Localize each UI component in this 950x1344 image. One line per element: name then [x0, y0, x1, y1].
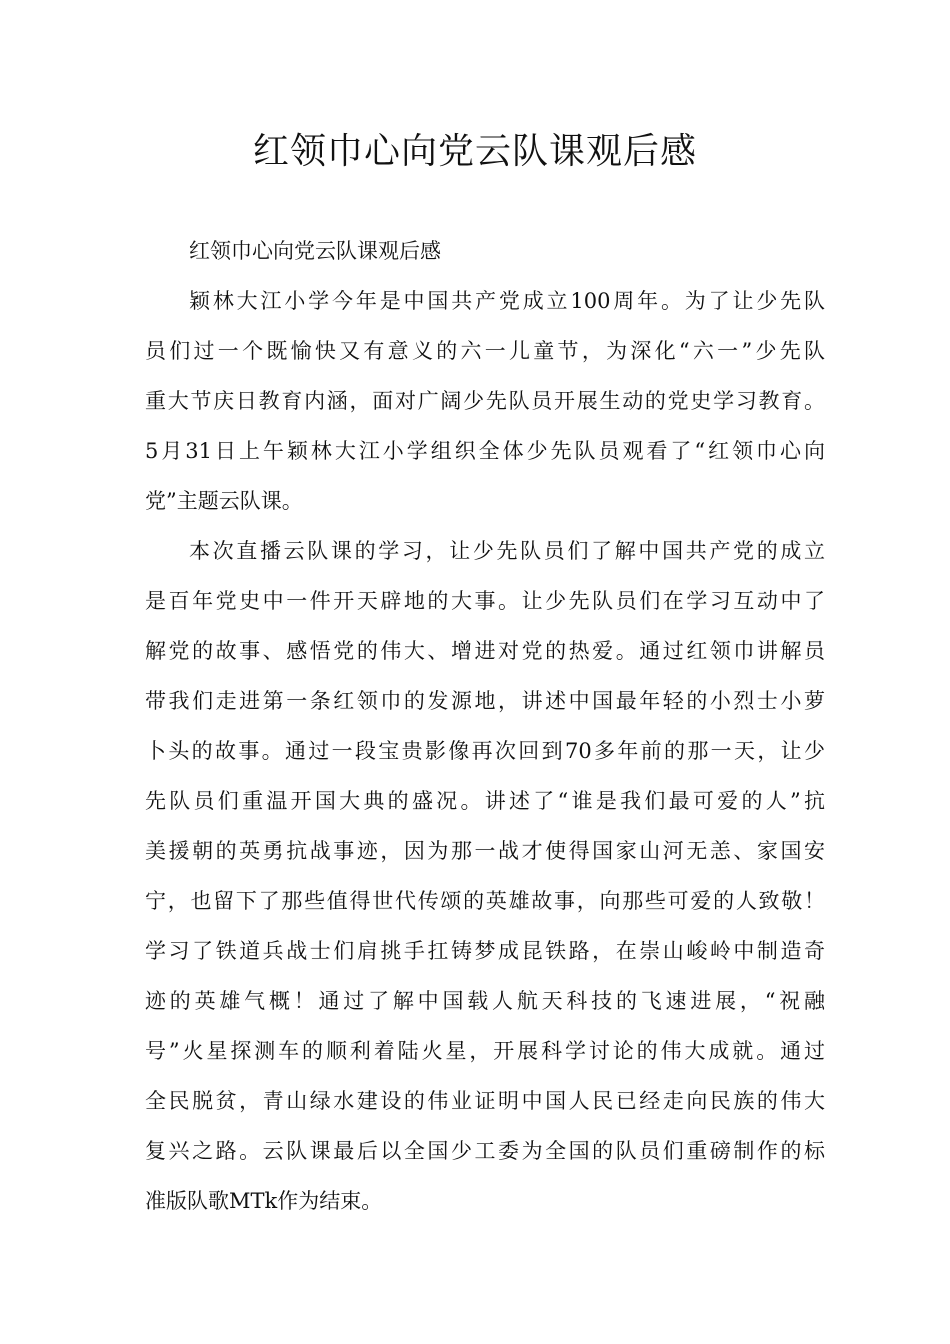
paragraph-line: 颖林大江小学今年是中国共产党成立100周年。为了让少先队 [189, 289, 825, 313]
paragraph-line: 解党的故事、感悟党的伟大、增进对党的热爱。通过红领巾讲解员 [145, 639, 825, 663]
paragraph-line: 本次直播云队课的学习，让少先队员们了解中国共产党的成立 [189, 539, 825, 563]
paragraph-line: 号”火星探测车的顺利着陆火星，开展科学讨论的伟大成就。通过 [145, 1039, 825, 1063]
paragraph-line: 重大节庆日教育内涵，面对广阔少先队员开展生动的党史学习教育。 [145, 389, 825, 413]
paragraph-line: 美援朝的英勇抗战事迹，因为那一战才使得国家山河无恙、家国安 [145, 839, 825, 863]
paragraph-line: 员们过一个既愉快又有意义的六一儿童节，为深化“六一”少先队 [145, 339, 825, 363]
paragraph-line: 学习了铁道兵战士们肩挑手扛铸梦成昆铁路，在崇山峻岭中制造奇 [145, 939, 825, 963]
paragraph-line: 迹的英雄气概！通过了解中国载人航天科技的飞速进展，“祝融 [145, 989, 825, 1013]
paragraph-line: 党”主题云队课。 [145, 489, 303, 513]
document-body [145, 231, 825, 1231]
paragraph-line: 先队员们重温开国大典的盛况。讲述了“谁是我们最可爱的人”抗 [145, 789, 825, 813]
subtitle-line: 红领巾心向党云队课观后感 [189, 239, 441, 263]
paragraph-line: 卜头的故事。通过一段宝贵影像再次回到70多年前的那一天，让少 [145, 739, 825, 763]
paragraph-line: 准版队歌MTk作为结束。 [145, 1189, 383, 1213]
document-title: 红领巾心向党云队课观后感 [252, 131, 697, 172]
paragraph-line: 5月31日上午颖林大江小学组织全体少先队员观看了“红领巾心向 [145, 439, 825, 463]
paragraph-line: 全民脱贫，青山绿水建设的伟业证明中国人民已经走向民族的伟大 [145, 1089, 825, 1113]
paragraph-line: 是百年党史中一件开天辟地的大事。让少先队员们在学习互动中了 [145, 589, 825, 613]
paragraph-line: 带我们走进第一条红领巾的发源地，讲述中国最年轻的小烈士小萝 [145, 689, 825, 713]
paragraph-line: 复兴之路。云队课最后以全国少工委为全国的队员们重磅制作的标 [145, 1139, 825, 1163]
paragraph-line: 宁，也留下了那些值得世代传颂的英雄故事，向那些可爱的人致敬！ [145, 889, 825, 913]
